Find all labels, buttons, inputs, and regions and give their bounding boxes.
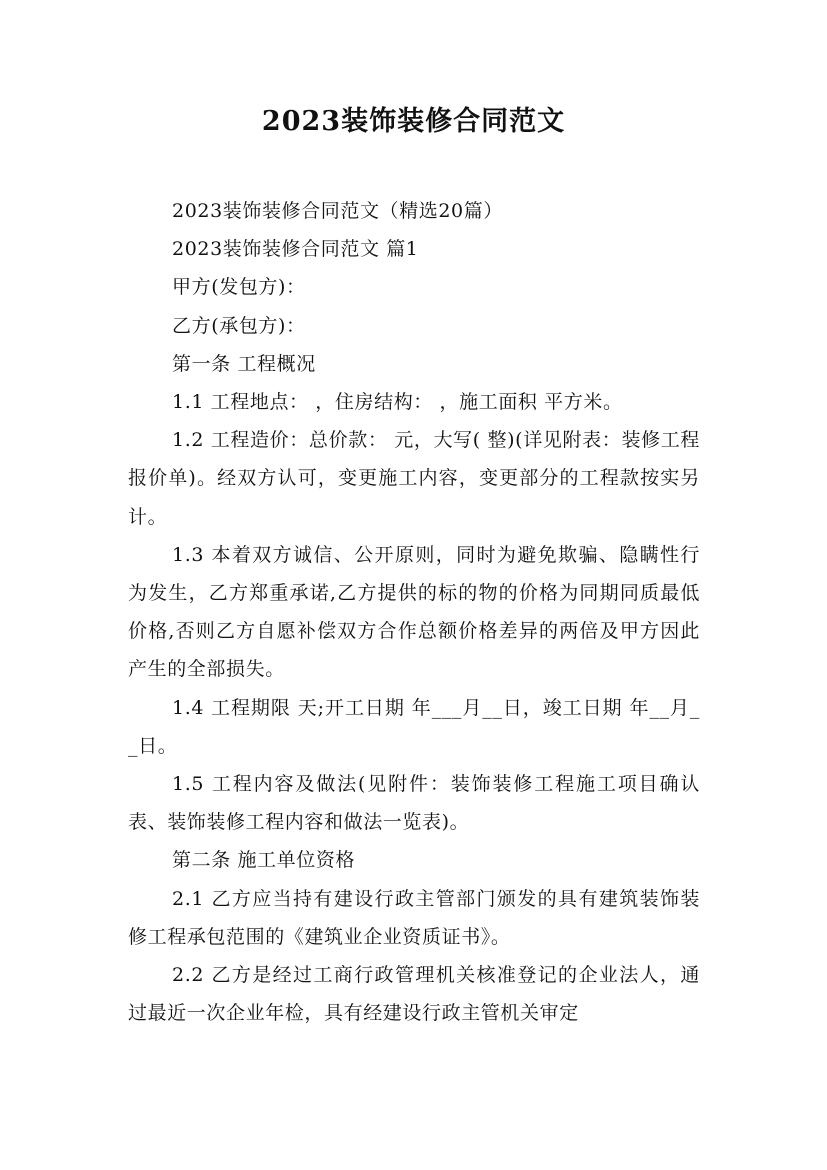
paragraph-clause-2-1: 2.1 乙方应当持有建设行政主管部门颁发的具有建筑装饰装修工程承包范围的《建筑业企业资质证书》。 — [128, 887, 700, 948]
paragraph-clause-1-3: 1.3 本着双方诚信、公开原则，同时为避免欺骗、隐瞒性行为发生，乙方郑重承诺,乙方提供的标的物的价格为同期同质最低价格,否则乙方自愿补偿双方合作总额价格差异的两倍及甲方因此产生的全部损失。 — [128, 543, 700, 681]
document-title: 2023装饰装修合同范文 — [261, 106, 566, 137]
paragraph-clause-1-4: 1.4 工程期限 天;开工日期 年___月__日，竣工日期 年__月__日。 — [128, 696, 700, 757]
paragraph-section-heading: 2023装饰装修合同范文 篇1 — [172, 238, 419, 261]
paragraph-clause-2-2: 2.2 乙方是经过工商行政管理机关核准登记的企业法人，通过最近一次企业年检，具有经建设行政主管机关审定 — [128, 964, 700, 1025]
paragraph-subtitle: 2023装饰装修合同范文（精选20篇） — [172, 200, 503, 222]
paragraph-party-a: 甲方(发包方)： — [172, 276, 306, 299]
paragraph-clause-1-5: 1.5 工程内容及做法(见附件：装饰装修工程施工项目确认表、装饰装修工程内容和做法一览表)。 — [128, 773, 700, 834]
document-body — [128, 192, 700, 1032]
paragraph-article-1-heading: 第一条 工程概况 — [172, 352, 316, 375]
paragraph-article-2-heading: 第二条 施工单位资格 — [172, 849, 356, 872]
paragraph-clause-1-1: 1.1 工程地点： ，住房结构： ，施工面积 平方米。 — [172, 391, 623, 414]
paragraph-party-b: 乙方(承包方)： — [172, 314, 306, 337]
paragraph-clause-1-2: 1.2 工程造价：总价款： 元，大写( 整)(详见附表：装修工程报价单)。经双方认可，变更施工内容，变更部分的工程款按实另计。 — [128, 429, 700, 528]
